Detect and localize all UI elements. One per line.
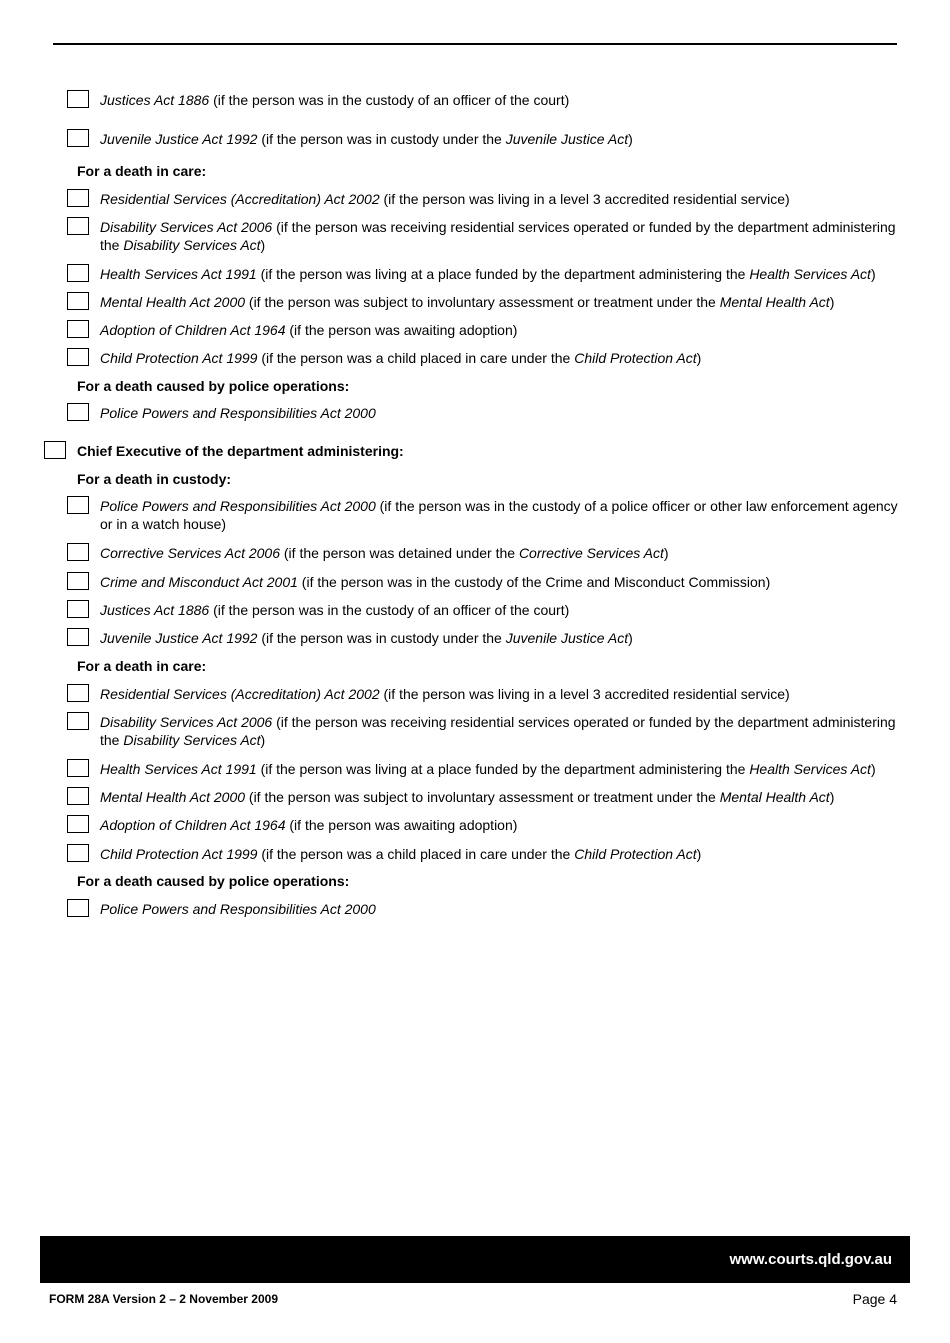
option-text: Child Protection Act 1999 (if the person was a child placed in care under the Child Protection Act) bbox=[100, 846, 702, 862]
checkbox[interactable] bbox=[67, 712, 89, 730]
checkbox[interactable] bbox=[67, 759, 89, 777]
option-text: Adoption of Children Act 1964 (if the person was awaiting adoption) bbox=[100, 817, 518, 833]
checkbox[interactable] bbox=[67, 572, 89, 590]
footer-bar bbox=[40, 1236, 910, 1283]
option-text: Adoption of Children Act 1964 (if the person was awaiting adoption) bbox=[100, 322, 518, 338]
checkbox[interactable] bbox=[67, 348, 89, 366]
checkbox[interactable] bbox=[67, 189, 89, 207]
checkbox[interactable] bbox=[67, 264, 89, 282]
option-text: Disability Services Act 2006 (if the person was receiving residential services operated or funded by the department administering the Disability Services Act) bbox=[100, 714, 896, 748]
custody-heading: For a death in custody: bbox=[77, 471, 232, 487]
website-link[interactable]: www.courts.qld.gov.au bbox=[729, 1251, 892, 1268]
option-text: Justices Act 1886 (if the person was in the custody of an officer of the court) bbox=[100, 602, 570, 618]
checkbox[interactable] bbox=[67, 90, 89, 108]
page-number: Page 4 bbox=[852, 1291, 897, 1307]
checkbox[interactable] bbox=[67, 543, 89, 561]
option-text: Health Services Act 1991 (if the person was living at a place funded by the department administering the Health Services Act) bbox=[100, 266, 876, 282]
option-text: Mental Health Act 2000 (if the person was subject to involuntary assessment or treatment under the Mental Health Act) bbox=[100, 789, 835, 805]
top-rule bbox=[53, 43, 897, 45]
chief-executive-label: Chief Executive of the department administering: bbox=[77, 443, 404, 459]
checkbox[interactable] bbox=[67, 684, 89, 702]
form-version: FORM 28A Version 2 – 2 November 2009 bbox=[49, 1292, 278, 1306]
care-heading: For a death in care: bbox=[77, 658, 207, 674]
care-heading: For a death in care: bbox=[77, 163, 207, 179]
option-text: Residential Services (Accreditation) Act 2002 (if the person was living in a level 3 accredited residential service) bbox=[100, 191, 790, 207]
police-heading: For a death caused by police operations: bbox=[77, 873, 350, 889]
checkbox[interactable] bbox=[44, 441, 66, 459]
option-text: Juvenile Justice Act 1992 (if the person was in custody under the Juvenile Justice Act) bbox=[100, 131, 633, 147]
checkbox[interactable] bbox=[67, 320, 89, 338]
checkbox[interactable] bbox=[67, 815, 89, 833]
checkbox[interactable] bbox=[67, 899, 89, 917]
checkbox[interactable] bbox=[67, 628, 89, 646]
checkbox[interactable] bbox=[67, 403, 89, 421]
checkbox[interactable] bbox=[67, 217, 89, 235]
option-text: Crime and Misconduct Act 2001 (if the person was in the custody of the Crime and Misconduct Commission) bbox=[100, 574, 771, 590]
police-heading: For a death caused by police operations: bbox=[77, 378, 350, 394]
option-text: Justices Act 1886 (if the person was in the custody of an officer of the court) bbox=[100, 92, 570, 108]
checkbox[interactable] bbox=[67, 844, 89, 862]
option-text: Disability Services Act 2006 (if the person was receiving residential services operated or funded by the department administering the Disability Services Act) bbox=[100, 219, 896, 253]
option-text: Child Protection Act 1999 (if the person was a child placed in care under the Child Protection Act) bbox=[100, 350, 702, 366]
checkbox[interactable] bbox=[67, 129, 89, 147]
option-text: Police Powers and Responsibilities Act 2000 (if the person was in the custody of a police officer or other law enforcement agency or in a watch house) bbox=[100, 498, 898, 532]
checkbox[interactable] bbox=[67, 496, 89, 514]
option-text: Police Powers and Responsibilities Act 2000 bbox=[100, 405, 376, 421]
option-text: Residential Services (Accreditation) Act 2002 (if the person was living in a level 3 accredited residential service) bbox=[100, 686, 790, 702]
option-text: Corrective Services Act 2006 (if the person was detained under the Corrective Services Act) bbox=[100, 545, 669, 561]
option-text: Police Powers and Responsibilities Act 2000 bbox=[100, 901, 376, 917]
option-text: Juvenile Justice Act 1992 (if the person was in custody under the Juvenile Justice Act) bbox=[100, 630, 633, 646]
checkbox[interactable] bbox=[67, 600, 89, 618]
option-text: Mental Health Act 2000 (if the person was subject to involuntary assessment or treatment under the Mental Health Act) bbox=[100, 294, 835, 310]
checkbox[interactable] bbox=[67, 292, 89, 310]
checkbox[interactable] bbox=[67, 787, 89, 805]
option-text: Health Services Act 1991 (if the person was living at a place funded by the department administering the Health Services Act) bbox=[100, 761, 876, 777]
